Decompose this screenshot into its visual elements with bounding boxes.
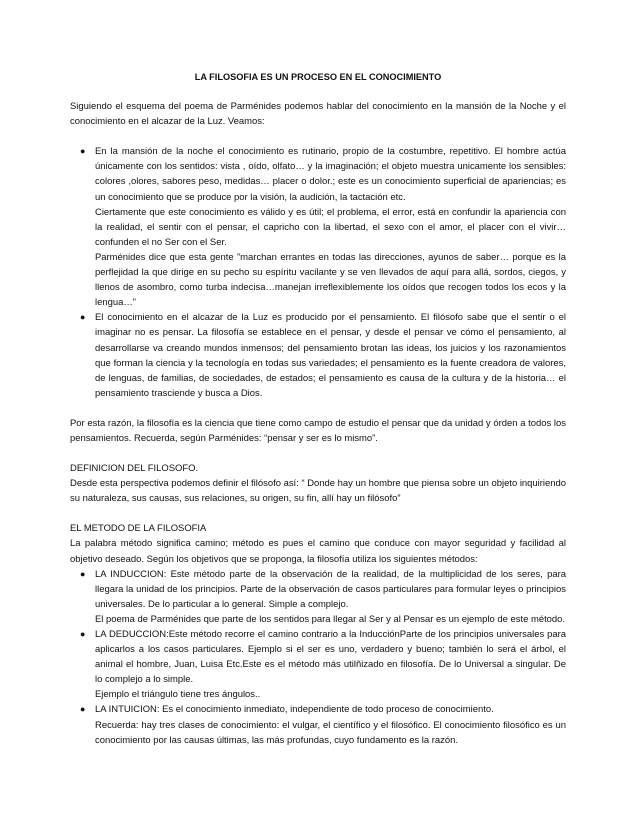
list-item [70,144,566,310]
reason-paragraph: Por esta razón, la filosofía es la ciencia que tiene como campo de estudio el pensar que da unidad y órden a todos los pensamientos. Recuerda, según Parménides: “pensar y ser es lo mismo”. [70,417,566,444]
method-section [70,521,566,747]
list-item [70,567,566,627]
bullet-icon: ● [80,629,86,639]
night-knowledge-paragraph: En la mansión de la noche el conocimiento es rutinario, propio de la costumbre, repetitivo. El hombre actúa únicamente con los sentidos: vista , oído, olfato… y la imaginación; el objeto muestra unicamente los sensibles: colores ,olores, sabores peso, medidas… placer o dolor.; este es un conocimiento superficial de apariencias; es un conocimiento que se produce por la visión, la audición, la tactación etc. [95,146,566,203]
parmenides-quote: Parménides dice que esta gente ”marchan errantes en todas las direcciones, ayunos de saber… porque es la perflejidad la que dirige en su pecho su espíritu vacilante y se ven llevados de aquí para allá, sordos, ciegos, y llenos de asombro, como turba indecisa…manejan irreflexiblemente los oídos que recogen todos los ecos y la lengua…” [95,251,566,309]
method-text: La palabra método significa camino; método es pues el camino que conduce con mayor seguridad y facilidad al objetivo deseado. Según los objetivos que se proponga, la filosofía utiliza los siguientes métodos: [70,538,566,565]
list-item [70,627,566,702]
bullet-icon: ● [80,568,86,579]
intuition-paragraph: LA INTUICION: Es el conocimiento inmediato, independiente de todo proceso de conocimiento. [95,704,494,716]
intuition-note: Recuerda: hay tres clases de conocimiento: el vulgar, el científico y el filosófico. El conocimiento filosófico es un conocimiento por las causas últimas, las más profundas, cuyo fundamento es la razón. [95,719,566,746]
bullet-icon: ● [80,312,86,323]
document-title: LA FILOSOFIA ES UN PROCESO EN EL CONOCIMIENTO [194,72,442,82]
document-page [70,70,566,748]
method-heading: EL METODO DE LA FILOSOFIA [70,523,207,535]
definition-heading: DEFINICION DEL FILOSOFO. [70,463,199,475]
bullet-icon: ● [80,146,86,157]
bullet-icon: ● [80,704,86,715]
deduction-paragraph: LA DEDUCCION:Este método recorre el camino contrario a la InducciónParte de los principios universales para aplicarlos a los casos particulares. Ejemplo si el ser es uno, verdadero y bueno; también lo será el árbol, el animal el hombre, Juan, Luisa Etc.Este es el método más utilñizado en filosofía. De lo Universal a singular. De lo complejo a lo simple. [95,629,566,686]
definition-text: Desde esta perspectiva podemos definir el filósofo así: “ Donde hay un hombre que piensa sobre un objeto inquiriendo su naturaleza, sus causas, sus relaciones, su origen, su fin, allí hay un filósofo” [70,478,566,505]
list-item [70,702,566,747]
knowledge-list [70,144,566,401]
induction-example: El poema de Parménides que parte de los sentidos para llegar al Ser y al Pensar es un ejemplo de este método. [95,613,566,625]
methods-list [70,567,566,748]
deduction-example: Ejemplo el triángulo tiene tres ángulos.. [95,689,261,701]
night-knowledge-paragraph: Ciertamente que este conocimiento es válido y es útil; el problema, el error, está en confundir la apariencia con la realidad, el sentir con el pensar, el capricho con la libertad, el sexo con el amor, el placer con el vivir…confunden el no Ser con el Ser. [95,206,566,248]
light-knowledge-paragraph: El conocimiento en el alcazar de la Luz es producido por el pensamiento. El filósofo sabe que el sentir o el imaginar no es pensar. La filosofía se establece en el pensar, y desde el pensar ve cómo el pensamiento, al desarrollarse va creando mundos inmensos; del pensamiento brotan las ideas, los juicios y los razonamientos que forman la ciencia y la tecnología en todas sus variedades; el pensamiento es la fuente creadora de valores, de lenguas, de familias, de sociedades, de estados; el pensamiento es causa de la cultura y de la historia… el pensamiento trasciende y busca a Dios. [95,312,566,399]
induction-paragraph: LA INDUCCION: Este método parte de la observación de la realidad, de la multiplicidad de los seres, para llegara la unidad de los principios. Parte de la observación de casos particulares para formular leyes o principios universales. De lo particular a lo general. Simple a complejo. [95,568,566,610]
definition-section [70,461,566,506]
intro-paragraph: Siguiendo el esquema del poema de Parménides podemos hablar del conocimiento en la mansión de la Noche y el conocimiento en el alcazar de la Luz. Veamos: [70,101,566,128]
list-item [70,310,566,401]
